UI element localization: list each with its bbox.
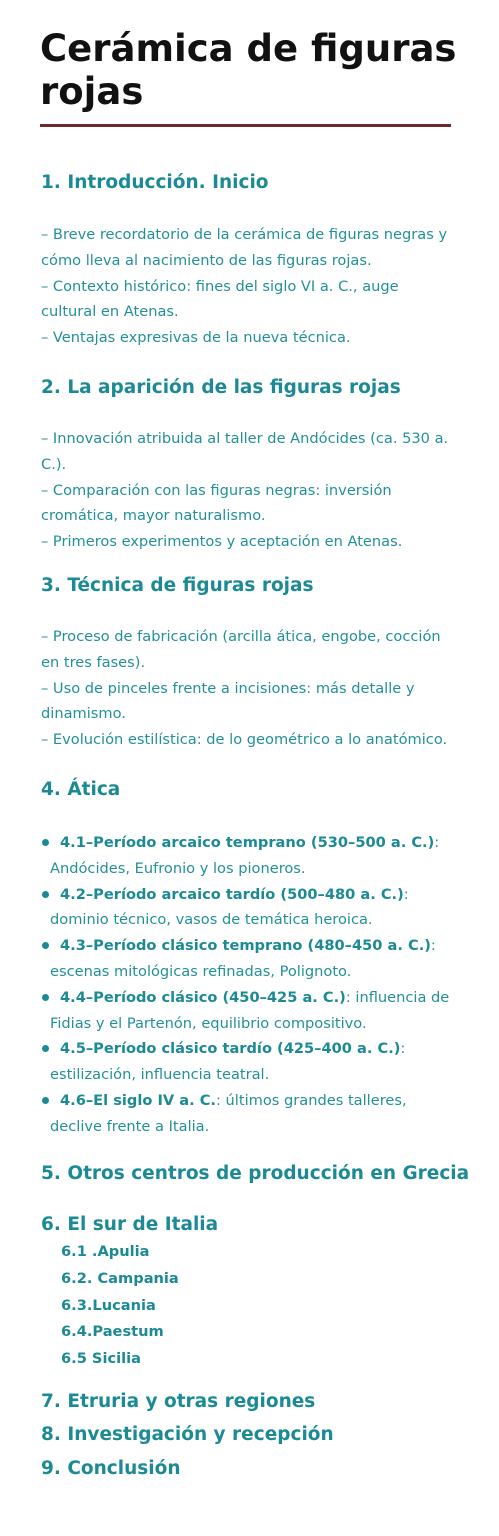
section-heading-5: 5. Otros centros de producción en Grecia bbox=[41, 1163, 470, 1184]
period-description-cont: Andócides, Eufronio y los pioneros. bbox=[50, 859, 306, 877]
body-line: – Primeros experimentos y aceptación en Atenas. bbox=[41, 533, 403, 551]
section-body-2 bbox=[41, 426, 481, 555]
body-line: – Evolución estilística: de lo geométrico a lo anatómico. bbox=[41, 731, 448, 749]
bullet-icon bbox=[42, 1097, 49, 1104]
body-line: – Contexto histórico: fines del siglo VI a. C., auge bbox=[41, 277, 399, 295]
body-line: dinamismo. bbox=[41, 705, 126, 723]
section-heading-3: 3. Técnica de figuras rojas bbox=[41, 575, 314, 596]
body-line: – Uso de pinceles frente a incisiones: más detalle y bbox=[41, 679, 415, 697]
section-heading-4: 4. Ática bbox=[41, 779, 121, 800]
body-line: cromática, mayor naturalismo. bbox=[41, 507, 266, 525]
body-line: – Innovación atribuida al taller de Andócides (ca. 530 a. bbox=[41, 430, 449, 447]
page-title: Cerámica de figuras rojas bbox=[40, 27, 457, 113]
body-line: – Comparación con las figuras negras: inversión bbox=[41, 481, 392, 499]
period-title: 4.3–Período clásico temprano (480–450 a. C.) bbox=[60, 937, 431, 955]
list-item bbox=[41, 933, 481, 985]
section-body-3 bbox=[41, 624, 481, 753]
period-description: : últimos grandes talleres, bbox=[215, 1091, 407, 1109]
list-item bbox=[41, 1036, 481, 1088]
period-title: 4.5–Período clásico tardío (425–400 a. C.) bbox=[60, 1040, 401, 1058]
list-item: 6.4.Paestum bbox=[61, 1323, 164, 1341]
period-title: 4.1–Período arcaico temprano (530–500 a. C.) bbox=[60, 834, 435, 851]
list-item bbox=[41, 1088, 481, 1140]
list-item bbox=[41, 985, 481, 1037]
period-title: 4.6–El siglo IV a. C. bbox=[60, 1091, 216, 1109]
section-heading-2: 2. La aparición de las figuras rojas bbox=[41, 377, 401, 398]
period-title: 4.2–Período arcaico tardío (500–480 a. C.) bbox=[60, 885, 404, 903]
body-line: cómo lleva al nacimiento de las figuras rojas. bbox=[41, 251, 372, 269]
region-list bbox=[61, 1239, 179, 1373]
period-description-cont: estilización, influencia teatral. bbox=[50, 1066, 270, 1084]
bullet-icon bbox=[42, 839, 49, 846]
section-body-1 bbox=[41, 222, 481, 351]
bullet-icon bbox=[42, 891, 49, 898]
body-line: C.). bbox=[41, 455, 67, 473]
list-item: 6.1 .Apulia bbox=[61, 1243, 150, 1260]
period-description: : bbox=[434, 834, 440, 851]
section-heading-9: 9. Conclusión bbox=[41, 1458, 181, 1479]
period-description: : influencia de bbox=[345, 988, 450, 1006]
section-heading-7: 7. Etruria y otras regiones bbox=[41, 1391, 316, 1412]
body-line: en tres fases). bbox=[41, 653, 146, 671]
period-list bbox=[41, 830, 481, 1140]
body-line: – Ventajas expresivas de la nueva técnica. bbox=[41, 329, 351, 347]
period-description-cont: dominio técnico, vasos de temática heroica. bbox=[50, 911, 373, 929]
section-heading-8: 8. Investigación y recepción bbox=[41, 1424, 334, 1445]
period-description-cont: declive frente a Italia. bbox=[50, 1117, 210, 1135]
body-line: – Breve recordatorio de la cerámica de figuras negras y bbox=[41, 226, 448, 243]
period-description: : bbox=[400, 1040, 406, 1058]
body-line: cultural en Atenas. bbox=[41, 303, 179, 321]
list-item: 6.5 Sicilia bbox=[61, 1350, 141, 1368]
section-heading-1: 1. Introducción. Inicio bbox=[41, 172, 269, 193]
title-divider bbox=[40, 124, 451, 127]
list-item bbox=[41, 882, 481, 934]
period-description: : bbox=[403, 885, 409, 903]
list-item bbox=[41, 830, 481, 882]
body-line: – Proceso de fabricación (arcilla ática, engobe, cocción bbox=[41, 628, 441, 645]
section-heading-6: 6. El sur de Italia bbox=[41, 1214, 219, 1235]
list-item: 6.2. Campania bbox=[61, 1269, 179, 1287]
period-description-cont: escenas mitológicas refinadas, Polignoto. bbox=[50, 962, 352, 980]
period-description-cont: Fidias y el Partenón, equilibrio compositivo. bbox=[50, 1014, 367, 1032]
period-description: : bbox=[430, 937, 436, 955]
period-title: 4.4–Período clásico (450–425 a. C.) bbox=[60, 988, 346, 1006]
list-item: 6.3.Lucania bbox=[61, 1296, 156, 1314]
bullet-icon bbox=[42, 994, 49, 1001]
